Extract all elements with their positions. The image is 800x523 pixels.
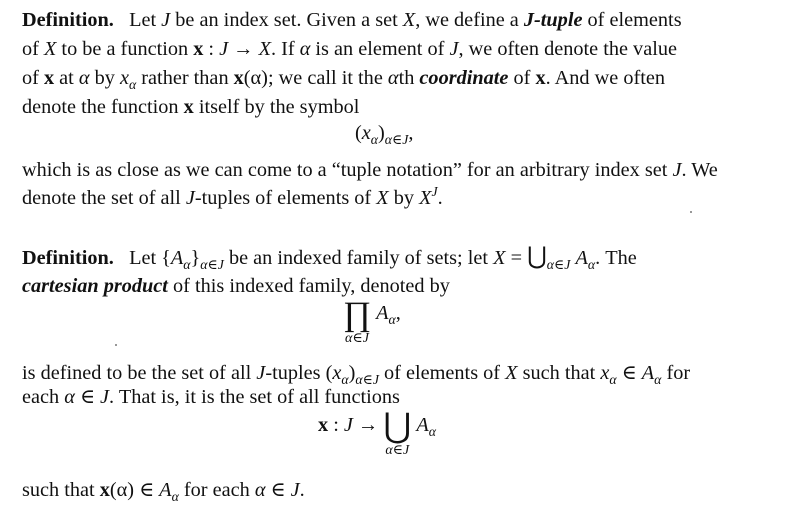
def2-line-1: Definition. Let $\{A_\alpha\}_{\alpha\in J}$ be an indexed family of sets; let $X = ⋃_{\alpha\in J}$ $A_\alpha$. The xyxy=(22,244,637,273)
scan-speck xyxy=(115,344,117,346)
def1-line-2: of X to be a function x : J → X. If α is an element of J, we often denote the value xyxy=(22,38,677,60)
term-coordinate: coordinate xyxy=(419,67,509,89)
def1-line-3: of x at α by $x_\alpha$ rather than x(α); we call it the αth coordinate of x. And we often xyxy=(22,67,666,93)
def2-line-2: cartesian product of this indexed family, denoted by xyxy=(22,275,450,297)
def2-line-4: each α ∈ J. That is, it is the set of all functions xyxy=(22,386,400,408)
def1-display-tuple: $(x_\alpha)_{\alpha\in J}$, xyxy=(355,122,414,148)
def1-label: Definition. xyxy=(22,9,114,31)
def2-line-5: such that x(α) ∈ $A_\alpha$ for each α ∈ J. xyxy=(22,479,305,505)
def1-line-5: which is as close as we can come to a “tuple notation” for an arbitrary index set J. We xyxy=(22,159,718,181)
def1-line-6: denote the set of all J-tuples of elements of X by $X^J$. xyxy=(22,184,443,209)
def2-label: Definition. xyxy=(22,247,114,269)
def1-line-1: Definition. Let J be an index set. Given a set X, we define a J-tuple of elements xyxy=(22,9,682,31)
def2-display-function: x : J → ⋃ α∈J $A_\alpha$ xyxy=(318,408,436,458)
term-cartesian-product: cartesian product xyxy=(22,275,168,297)
union-symbol: ⋃ xyxy=(527,244,547,270)
def2-line-3: is defined to be the set of all J-tuples $(x_\alpha)_{\alpha\in J}$ of elements of X such that $x_\alpha$ ∈ $A_\alpha$ for xyxy=(22,362,691,388)
def1-line-4: denote the function x itself by the symbol xyxy=(22,96,360,118)
term-j-tuple: J-tuple xyxy=(523,9,583,31)
big-union-symbol: ⋃ xyxy=(383,408,412,445)
scan-speck xyxy=(690,211,692,213)
product-symbol: ∏ xyxy=(343,296,371,333)
def2-display-product: ∏ α∈J $A_\alpha$, xyxy=(343,296,401,346)
